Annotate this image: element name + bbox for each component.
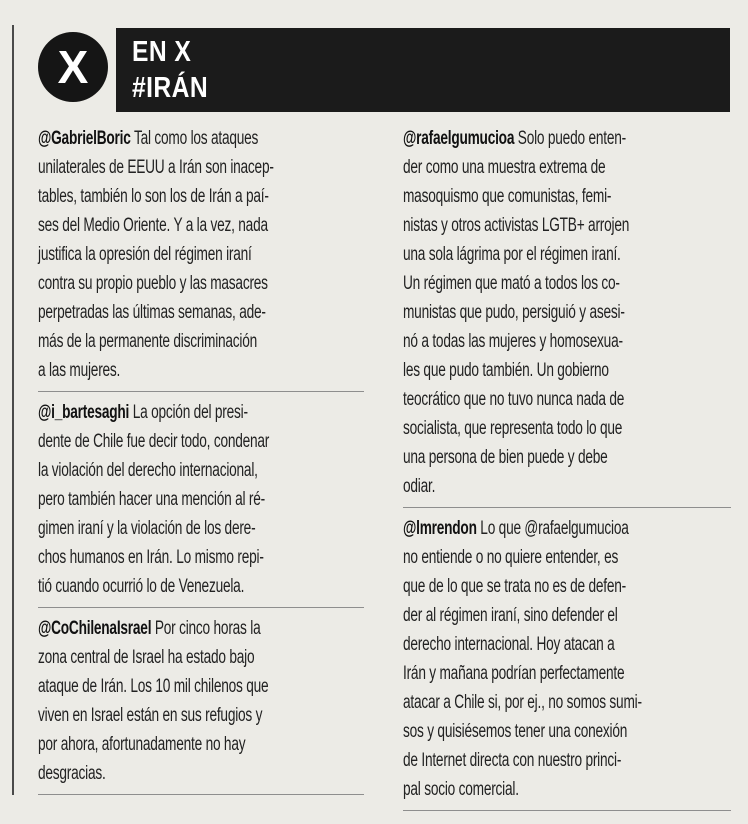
post-line — [38, 614, 273, 643]
post-line: ataque de Irán. Los 10 mil chilenos que — [38, 676, 269, 697]
post-handle: @lmrendon — [403, 518, 477, 539]
post-line: contra su propio pueblo y las masacres — [38, 273, 268, 294]
section-hashtag: #IRÁN — [132, 72, 209, 104]
post-line: gimen iraní y la violación de los dere- — [38, 518, 256, 539]
left-column — [38, 122, 364, 799]
post-line: que de lo que se trata no es de defen- — [403, 576, 627, 597]
post-handle: @CoChilenaIsrael — [38, 618, 152, 639]
post-line: unilaterales de EEUU a Irán son inacep- — [38, 157, 274, 178]
post-line: una persona de bien puede y debe — [403, 447, 608, 468]
post-line: pal socio comercial. — [403, 779, 519, 800]
post-line: perpetradas las últimas semanas, ade- — [38, 302, 266, 323]
post-line: una sola lágrima por el régimen iraní. — [403, 244, 621, 265]
post-line: de Internet directa con nuestro princi- — [403, 750, 622, 771]
post-line: tió cuando ocurrió lo de Venezuela. — [38, 576, 245, 597]
right-column — [403, 122, 731, 815]
post-line: tables, también lo son los de Irán a paí- — [38, 186, 269, 207]
post-line: les que pudo también. Un gobierno — [403, 360, 609, 381]
post-line: Irán y mañana podrían perfectamente — [403, 663, 625, 684]
post-i-bartesaghi — [38, 396, 364, 608]
post-text: Tal como los ataques — [130, 128, 259, 149]
post-handle: @rafaelgumucioa — [403, 128, 515, 149]
post-handle: @GabrielBoric — [38, 128, 131, 149]
post-line: justifica la opresión del régimen iraní — [38, 244, 252, 265]
post-line: desgracias. — [38, 763, 106, 784]
post-gabrielboric — [38, 122, 364, 392]
post-line: viven en Israel están en sus refugios y — [38, 705, 263, 726]
post-line: der al régimen iraní, sino defender el — [403, 605, 618, 626]
post-line: más de la permanente discriminación — [38, 331, 258, 352]
post-text: Lo que @rafaelgumucioa — [476, 518, 629, 539]
post-line: pero también hacer una mención al ré- — [38, 489, 265, 510]
post-line: chos humanos en Irán. Lo mismo repi- — [38, 547, 264, 568]
post-line: odiar. — [403, 476, 436, 497]
post-line: der como una muestra extrema de — [403, 157, 606, 178]
post-line: atacar a Chile si, por ej., no somos sumi- — [403, 692, 642, 713]
post-line: dente de Chile fue decir todo, condenar — [38, 431, 270, 452]
post-line: nistas y otros activistas LGTB+ arrojen — [403, 215, 630, 236]
post-text: La opción del presi- — [129, 402, 248, 423]
title-banner — [116, 28, 730, 112]
post-line: masoquismo que comunistas, femi- — [403, 186, 612, 207]
page-edge-rule — [12, 25, 14, 795]
post-text: Solo puedo enten- — [514, 128, 626, 149]
post-line: zona central de Israel ha estado bajo — [38, 647, 255, 668]
x-logo-icon: X — [38, 32, 108, 102]
section-title: EN X — [132, 36, 192, 68]
post-line: socialista, que representa todo lo que — [403, 418, 623, 439]
post-line: sos y quisiésemos tener una conexión — [403, 721, 628, 742]
post-handle: @i_bartesaghi — [38, 402, 130, 423]
post-line: la violación del derecho internacional, — [38, 460, 258, 481]
post-cochilenaisrael — [38, 612, 364, 795]
post-line: munistas que pudo, persiguió y asesi- — [403, 302, 625, 323]
post-line: derecho internacional. Hoy atacan a — [403, 634, 615, 655]
post-lmrendon — [403, 512, 731, 811]
post-line: nó a todas las mujeres y homosexua- — [403, 331, 623, 352]
post-line: Un régimen que mató a todos los co- — [403, 273, 620, 294]
post-line — [38, 398, 273, 427]
post-text: Por cinco horas la — [151, 618, 261, 639]
section-header — [38, 28, 730, 112]
post-line: teocrático que no tuvo nunca nada de — [403, 389, 625, 410]
post-line — [403, 514, 639, 543]
post-line — [403, 124, 639, 153]
post-line: ses del Medio Oriente. Y a la vez, nada — [38, 215, 268, 236]
post-line: a las mujeres. — [38, 360, 121, 381]
post-line: por ahora, afortunadamente no hay — [38, 734, 246, 755]
post-rafaelgumucioa — [403, 122, 731, 508]
post-line — [38, 124, 273, 153]
post-line: no entiende o no quiere entender, es — [403, 547, 619, 568]
